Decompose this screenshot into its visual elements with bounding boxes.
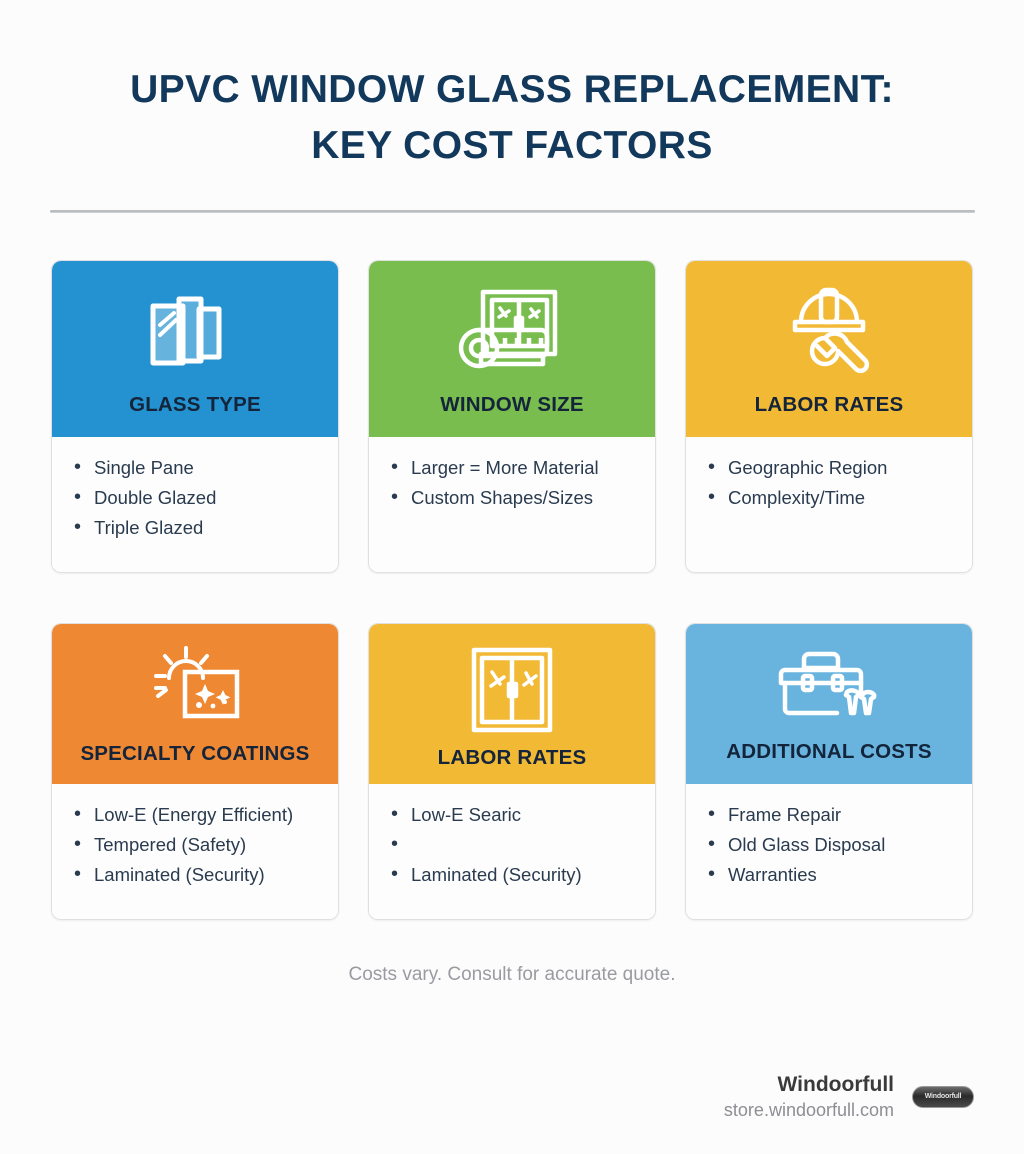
card-header [369,261,655,437]
brand-logo-text: Windoorfull [924,1093,962,1100]
card-title: ADDITIONAL COSTS [726,740,932,763]
toolbox-icon [777,644,881,730]
list-item: • Low-E (Energy Efficient) [74,800,324,830]
card-header [52,261,338,437]
list-item: • Geographic Region [708,453,958,483]
brand-footer [724,1072,974,1122]
card-body [369,437,655,572]
list-item: • Larger = More Material [391,453,641,483]
card-specialty-coatings[interactable] [51,623,339,920]
card-title: WINDOW SIZE [440,393,584,416]
card-labor-rates[interactable] [685,260,973,573]
page-title [0,0,1024,174]
list-item: • Double Glazed [74,483,324,513]
list-item: • Custom Shapes/Sizes [391,483,641,513]
bullet-list [391,453,641,513]
list-item: • Tempered (Safety) [74,830,324,860]
card-body [686,784,972,919]
bullet-list [708,453,958,513]
card-title: LABOR RATES [437,746,587,769]
list-item: • Triple Glazed [74,513,324,543]
card-body [52,784,338,919]
glass-panes-icon [143,281,247,383]
brand-url[interactable]: store.windoorfull.com [723,1100,894,1120]
card-header [686,261,972,437]
card-title: SPECIALTY COATINGS [80,742,310,765]
card-header [52,624,338,784]
title-line-1: UPVC WINDOW GLASS REPLACEMENT: [130,68,894,111]
card-window-size[interactable] [368,260,656,573]
card-grid-row-1 [50,260,975,573]
hard-hat-wrench-icon [779,281,879,383]
sun-coated-glass-icon [143,644,247,732]
card-body [686,437,972,572]
list-item: • Frame Repair [708,800,958,830]
card-title: LABOR RATES [754,393,904,416]
card-grid-row-2 [50,623,975,920]
card-glass-type[interactable] [51,260,339,573]
list-item [391,830,641,860]
brand-name: Windoorfull [777,1073,894,1096]
list-item: • Single Pane [74,453,324,483]
brand-text-block [724,1072,894,1122]
bullet-list [708,800,958,890]
card-additional-costs[interactable] [685,623,973,920]
card-title: GLASS TYPE [129,393,261,416]
list-item: • Laminated (Security) [391,860,641,890]
bullet-list [74,800,324,890]
list-item: • Complexity/Time [708,483,958,513]
header-divider [50,210,975,213]
card-labor-rates-duplicate[interactable] [368,623,656,920]
card-body [369,784,655,919]
list-item: • Old Glass Disposal [708,830,958,860]
brand-logo [912,1086,974,1108]
card-header [686,624,972,784]
bullet-list [391,800,641,890]
bullet-list [74,453,324,543]
tape-measure-window-icon [453,281,571,383]
list-item: • Low-E Searic [391,800,641,830]
card-body [52,437,338,572]
title-line-2: KEY COST FACTORS [311,124,713,167]
list-item: • Laminated (Security) [74,860,324,890]
disclaimer-text: Costs vary. Consult for accurate quote. [348,964,676,985]
card-header [369,624,655,784]
list-item: • Warranties [708,860,958,890]
window-icon [466,644,558,736]
